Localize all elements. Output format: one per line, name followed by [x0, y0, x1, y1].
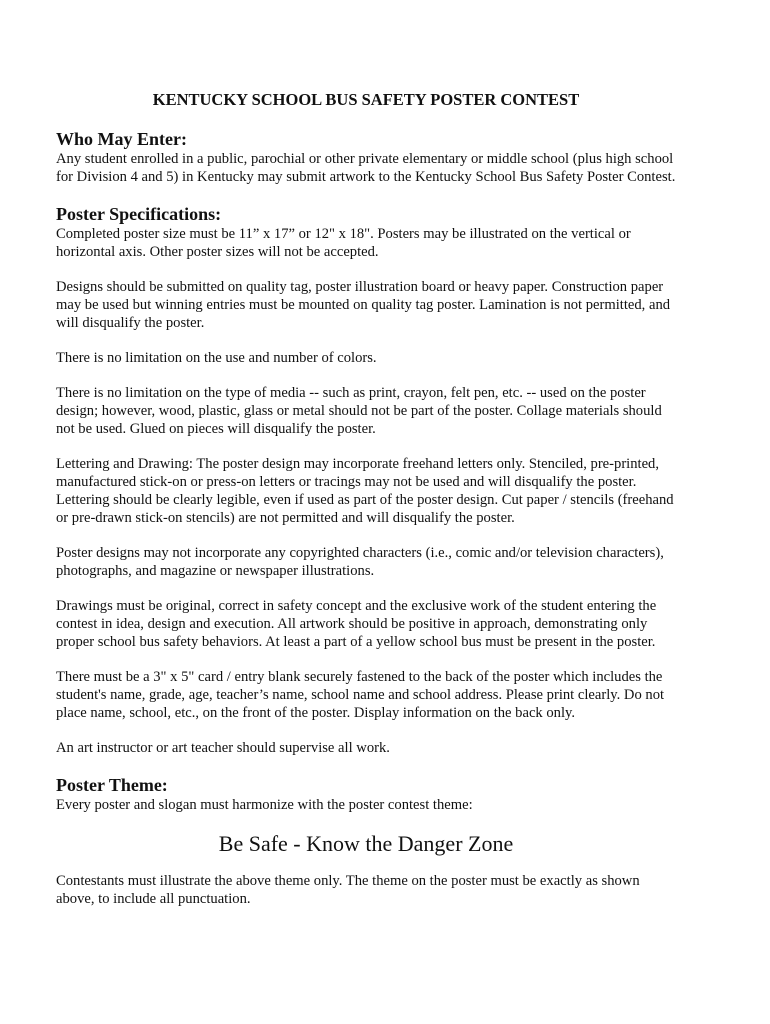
section-heading-poster-specifications: Poster Specifications: — [56, 204, 222, 224]
section-poster-specifications — [56, 203, 676, 757]
paragraph-lettering: Lettering and Drawing: The poster design may incorporate freehand letters only. Stenciled, pre-printed, manufactured stick-on or press-on letters or tracings may not be used and will disqualify the poster. Lettering should be clearly legible, even if used as part of the poster design. Cut paper / stencils (freehand or pre-drawn stick-on stencils) are not permitted and will disqualify the poster. — [56, 456, 674, 526]
paragraph-poster-size: Completed poster size must be 11” x 17” or 12" x 18". Posters may be illustrated on the vertical or horizontal axis. Other poster sizes will not be accepted. — [56, 226, 631, 260]
paragraph-copyright: Poster designs may not incorporate any copyrighted characters (i.e., comic and/or television characters), photographs, and magazine or newspaper illustrations. — [56, 545, 664, 579]
theme-slogan: Be Safe - Know the Danger Zone — [218, 831, 514, 856]
document-page — [56, 90, 676, 925]
section-heading-who-may-enter: Who May Enter: — [56, 129, 187, 149]
paragraph-eligibility: Any student enrolled in a public, parochial or other private elementary or middle school (plus high school for Division 4 and 5) in Kentucky may submit artwork to the Kentucky School Bus Safety Poster Contest. — [56, 151, 676, 185]
paragraph-colors: There is no limitation on the use and number of colors. — [56, 350, 377, 366]
document-title: KENTUCKY SCHOOL BUS SAFETY POSTER CONTEST — [152, 90, 580, 109]
section-who-may-enter — [56, 128, 676, 186]
section-poster-theme — [56, 774, 676, 908]
paragraph-theme-intro: Every poster and slogan must harmonize with the poster contest theme: — [56, 797, 473, 813]
section-heading-poster-theme: Poster Theme: — [56, 775, 168, 795]
paragraph-media: There is no limitation on the type of media -- such as print, crayon, felt pen, etc. -- used on the poster design; however, wood, plastic, glass or metal should not be part of the poster. Collage materials should not be used. Glued on pieces will disqualify the poster. — [56, 385, 662, 437]
paragraph-theme-rules: Contestants must illustrate the above theme only. The theme on the poster must be exactly as shown above, to include all punctuation. — [56, 873, 640, 907]
paragraph-supervision: An art instructor or art teacher should supervise all work. — [56, 740, 390, 756]
paragraph-originality: Drawings must be original, correct in safety concept and the exclusive work of the student entering the contest in idea, design and execution. All artwork should be positive in approach, demonstrating only proper school bus safety behaviors. At least a part of a yellow school bus must be present in the poster. — [56, 598, 657, 650]
paragraph-entry-card: There must be a 3" x 5" card / entry blank securely fastened to the back of the poster which includes the student's name, grade, age, teacher’s name, school name and school address. Please print clearly. Do not place name, school, etc., on the front of the poster. Display information on the back only. — [56, 669, 665, 721]
paragraph-materials: Designs should be submitted on quality tag, poster illustration board or heavy paper. Construction paper may be used but winning entries must be mounted on quality tag poster. Lamination is not permitted, and will disqualify the poster. — [56, 279, 671, 331]
